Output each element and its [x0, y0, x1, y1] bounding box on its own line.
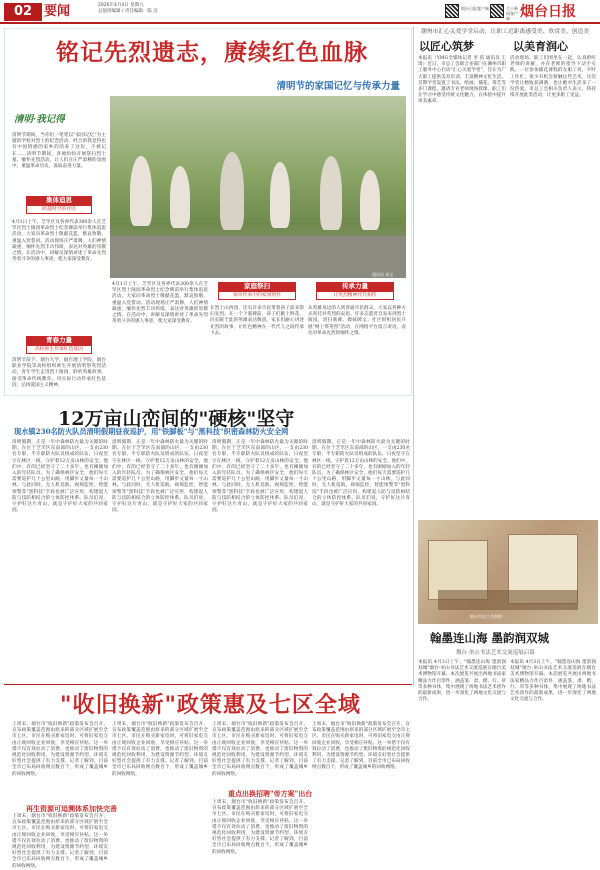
right-text: 本报讯 4月3日上午，"翰墨连山海 墨韵润双城"烟台·巫山书法艺术交流巡展在烟台美术博物馆开幕。本次展览共展出两地书法家精品力作百余件，涵盖篆、隶、楷、行、草等多种书体，集中展现了两地书法艺术创作的最新成果，进一步深化了两地文化交流与合作。: [510, 660, 596, 703]
story2-subhead: 现水镇230名防火队员清明假期昼夜巡护，用"铁脚板"与"黑科技"织密森林防火安全网: [14, 427, 289, 436]
story3-subhead: 重点出换招聘"帝方案"出台: [228, 789, 313, 798]
tag-subtitle: 跨越时空的对话: [26, 205, 92, 214]
story3-text: 上周末，烟台市"收旧换新"政策发布会召开，宣布政策覆盖范围由原来的部分区域扩展至全市七区。市民在购买新家电时，可将旧家电交由正规回收企业回收，享受相应补贴。这一举措不仅有效拉动了消费，也推动了废旧物资的规范化回收利用，为建设资源节约型、环境友好型社会提供了有力支撑。记者了解到，目前全市已布局回收网点数百个，形成了覆盖城乡的回收网络。: [12, 814, 108, 869]
story3-subhead: 再生资源可追溯体系加快完善: [26, 804, 117, 813]
story-text: 4月1日上午，芝罘区及各界代表300余人在芝罘区烈士陵园革命烈士纪念碑前举行集体追思活动。大家向革命烈士敬献花篮，默哀致敬，重温入党誓词。活动现场庄严肃穆，人们神情凝重，缅怀先烈丰功伟绩，表达对英雄的崇敬之情。在活动中，讲解员深情讲述了革命先烈英勇斗争的感人事迹，使大家深受教育。: [112, 282, 208, 325]
calligraphy-photo[interactable]: [418, 520, 598, 624]
tag-youth: [26, 336, 92, 354]
right-title-left[interactable]: 以匠心筑梦: [419, 40, 474, 53]
feature-headline[interactable]: 铭记先烈遗志，赓续红色血脉: [56, 39, 368, 66]
story3-text: 上周末，烟台市"收旧换新"政策发布会召开，宣布政策覆盖范围由原来的部分区域扩展至全市七区。市民在购买新家电时，可将旧家电交由正规回收企业回收，享受相应补贴。这一举措不仅有效拉动了消费，也推动了废旧物资的规范化回收利用，为建设资源节约型、环境友好型社会提供了有力支撑。记者了解到，目前全市已布局回收网点数百个，形成了覆盖城乡的回收网络。: [12, 722, 108, 777]
tag-legacy: [316, 282, 394, 300]
story3-text: 上周末，烟台市"收旧换新"政策发布会召开，宣布政策覆盖范围由原来的部分区域扩展至全市七区。市民在购买新家电时，可将旧家电交由正规回收企业回收，享受相应补贴。这一举措不仅有效拉动了消费，也推动了废旧物资的规范化回收利用，为建设资源节约型、环境友好型社会提供了有力支撑。记者了解到，目前全市已布局回收网点数百个，形成了覆盖城乡的回收网络。: [212, 800, 308, 855]
calligraphy-headline[interactable]: 翰墨连山海 墨韵润双城: [430, 631, 550, 645]
tag-title: 传承力量: [342, 282, 368, 290]
story2-headline[interactable]: 12万亩山峦间的"硬核"坚守: [58, 408, 295, 430]
qr-label-2: 大小新闻客户端: [506, 6, 518, 21]
tag-subtitle: 家风传承中的家国情怀: [218, 291, 296, 300]
story3-text: 上周末，烟台市"收旧换新"政策发布会召开，宣布政策覆盖范围由原来的部分区域扩展至全市七区。市民在购买新家电时，可将旧家电交由正规回收企业回收，享受相应补贴。这一举措不仅有效拉动了消费，也推动了废旧物资的规范化回收利用，为建设资源节约型、环境友好型社会提供了有力支撑。记者了解到，目前全市已布局回收网点数百个，形成了覆盖城乡的回收网络。: [112, 722, 208, 777]
right-kicker: 潮州市汇心关爱学堂启动，让职工近距离感受美、欣赏美、创造美: [420, 29, 590, 35]
right-text: 本报讯 4月3日上午，"翰墨连山海 墨韵润双城"烟台·巫山书法艺术交流巡展在烟台美术博物馆开幕。本次展览共展出两地书法家精品力作百余件，涵盖篆、隶、楷、行、草等多种书体，集中展现了两地书法艺术创作的最新成果，进一步深化了两地文化交流与合作。: [418, 660, 506, 703]
right-text: 活动现场，职工们围坐在一起，认真聆听老师的讲解，并在老师的指导下动手实践。一位参加插花课程的女职工说，平时工作忙，很少有机会接触这些艺术，这次学堂让她收获满满，也让她对生活多了一份热爱。市总工会相关负责人表示，将持续开展此类活动，让更多职工受益。: [510, 56, 596, 99]
column-divider: [413, 26, 414, 686]
tag-subtitle: 让英烈精神代代相传: [316, 291, 394, 300]
section-text: 4月1日上午，芝罘区及各界代表300余人在芝罘区烈士陵园革命烈士纪念碑前举行集体追思活动。大家向革命烈士敬献花篮，默哀致敬，重温入党誓词。活动现场庄严肃穆，人们神情凝重，缅怀先烈丰功伟绩，表达对英雄的崇敬之情。在活动中，讲解员深情讲述了革命先烈英勇斗争的感人事迹，使大家深受教育。: [12, 220, 106, 263]
section-rule: [4, 684, 412, 685]
qr-label-1: 烟台日报客户端: [461, 6, 489, 11]
tag-subtitle: 高校师生传承红色基因: [26, 345, 92, 354]
story2-text: 清明假期，正是一年中森林防火最为关键的时期。在位于芝罘区东南部的山区，一支由230名专职、半专职防火队员组成的队伍，日夜坚守在林区一线，守护着12万亩山林的安全。他们中，有的已经坚守了二十多年，也有刚刚加入的年轻队员。为了确保林区安全，他们每天需要巡护几十公里山路，用脚步丈量每一寸山林。与此同时，无人机巡航、视频监控、智能预警等"黑科技"手段也被广泛应用，构建起人防与技防相结合的立体防控体系。队员们说，守护好这片青山，就是守护好大家的共同家园。: [112, 440, 208, 514]
story3-headline[interactable]: "收旧换新"政策惠及七区全域: [60, 692, 361, 718]
right-text: 本报讯（YMG全媒体记者 李 蓓 通讯员 王 琦）近日，市总工会联合多部门在潮州市职工服务中心启动"汇心关爱学堂"，旨在为广大职工提供美育培训，丰富精神文化生活。首期学堂设置了书法、绘画、插花、茶艺等多门课程，邀请专业老师现场授课，职工们在学习中感受传统文化魅力，在体验中提升审美素养。: [418, 56, 506, 105]
qr-code-icon[interactable]: [445, 4, 459, 18]
masthead-logo: 烟台日报: [520, 4, 576, 20]
section-title: 要闻: [44, 4, 71, 19]
story3-text: 上周末，烟台市"收旧换新"政策发布会召开，宣布政策覆盖范围由原来的部分区域扩展至全市七区。市民在购买新家电时，可将旧家电交由正规回收企业回收，享受相应补贴。这一举措不仅有效拉动了消费，也推动了废旧物资的规范化回收利用，为建设资源节约型、环境友好型社会提供了有力支撑。记者了解到，目前全市已布局回收网点数百个，形成了覆盖城乡的回收网络。: [212, 722, 308, 777]
section-text: 在烈士山西园，还有许多市民带着孩子前来祭扫先烈。在一个个墓碑前，孩子们献上鲜花，向长眠于此的英雄表达敬意。家长们耐心讲述先烈的故事，让红色精神在一代代人之间传承下去。: [210, 306, 304, 336]
header-rule: [0, 22, 600, 24]
tag-family: [218, 282, 296, 300]
tag-title: 青春力量: [46, 336, 72, 344]
editor-line: 总值班编辑 / 责任编辑：陈 洁: [98, 9, 158, 14]
calligraphy-subtitle: 烟台·巫山书法艺术交流巡展启幕: [456, 650, 535, 656]
date-line: 2026年4月4日 星期六: [98, 3, 144, 8]
qingming-banner: 清明·我记得: [14, 114, 65, 125]
story2-text: 清明假期，正是一年中森林防火最为关键的时期。在位于芝罘区东南部的山区，一支由230名专职、半专职防火队员组成的队伍，日夜坚守在林区一线，守护着12万亩山林的安全。他们中，有的已经坚守了二十多年，也有刚刚加入的年轻队员。为了确保林区安全，他们每天需要巡护几十公里山路，用脚步丈量每一寸山林。与此同时，无人机巡航、视频监控、智能预警等"黑科技"手段也被广泛应用，构建起人防与技防相结合的立体防控体系。队员们说，守护好这片青山，就是守护好大家的共同家园。: [12, 440, 108, 514]
qr-code-icon[interactable]: [490, 4, 504, 18]
story3-text: 上周末，烟台市"收旧换新"政策发布会召开，宣布政策覆盖范围由原来的部分区域扩展至全市七区。市民在购买新家电时，可将旧家电交由正规回收企业回收，享受相应补贴。这一举措不仅有效拉动了消费，也推动了废旧物资的规范化回收利用，为建设资源节约型、环境友好型社会提供了有力支撑。记者了解到，目前全市已布局回收网点数百个，形成了覆盖城乡的回收网络。: [312, 722, 410, 771]
feature-subhead: 清明节的家国记忆与传承力量: [276, 81, 400, 92]
story2-text: 清明假期，正是一年中森林防火最为关键的时期。在位于芝罘区东南部的山区，一支由230名专职、半专职防火队员组成的队伍，日夜坚守在林区一线，守护着12万亩山林的安全。他们中，有的已经坚守了二十多年，也有刚刚加入的年轻队员。为了确保林区安全，他们每天需要巡护几十公里山路，用脚步丈量每一寸山林。与此同时，无人机巡航、视频监控、智能预警等"黑科技"手段也被广泛应用，构建起人防与技防相结合的立体防控体系。队员们说，守护好这片青山，就是守护好大家的共同家园。: [312, 440, 410, 508]
photo-credit: 通讯员 张宝: [372, 272, 394, 277]
photo-caption: 烟台市总工会供图: [470, 614, 502, 619]
page-number: 02: [4, 3, 42, 21]
tag-title: 集体追思: [46, 196, 72, 204]
right-title-right[interactable]: 以美育润心: [513, 40, 568, 53]
feature-intro: 清明节期间，当你们一笔笔以"家国记忆"为主题的学校对烈士的纪念活动，经合的我觉得也有中国情感的家乡的的来了这份，不被记在……清明节期间，各地纷纷开展祭扫烈士墓、缅怀先烈活动，让人们在庄严肃穆的氛围中，重温革命历史，汲取奋进力量。: [12, 133, 106, 170]
feature-photo[interactable]: [110, 96, 406, 278]
tag-title: 家庭祭扫: [244, 282, 270, 290]
tag-collective: [26, 196, 92, 214]
header-meta: [98, 3, 218, 15]
section-text: 清明节前夕，烟台大学、烟台理工学院、烟台职业学院等高校组织师生开展清明祭英烈活动，青年学生走进烈士陵园，聆听英雄故事，接受革命传统教育，用实际行动传承红色基因，弘扬爱国主义精神。: [12, 358, 106, 388]
story2-text: 清明假期，正是一年中森林防火最为关键的时期。在位于芝罘区东南部的山区，一支由230名专职、半专职防火队员组成的队伍，日夜坚守在林区一线，守护着12万亩山林的安全。他们中，有的已经坚守了二十多年，也有刚刚加入的年轻队员。为了确保林区安全，他们每天需要巡护几十公里山路，用脚步丈量每一寸山林。与此同时，无人机巡航、视频监控、智能预警等"黑科技"手段也被广泛应用，构建起人防与技防相结合的立体防控体系。队员们说，守护好这片青山，就是守护好大家的共同家园。: [212, 440, 308, 514]
section-text: 从英雄身边的人到普通市民群众，大家以各种方式寄托对英烈的哀思。许多志愿者自发来到烈士陵园，清扫墓碑、擦拭碑文；社区组织居民开展"网上祭英烈"活动，在网络平台留言寄语，表达对革命先烈的缅怀之情。: [308, 306, 406, 336]
